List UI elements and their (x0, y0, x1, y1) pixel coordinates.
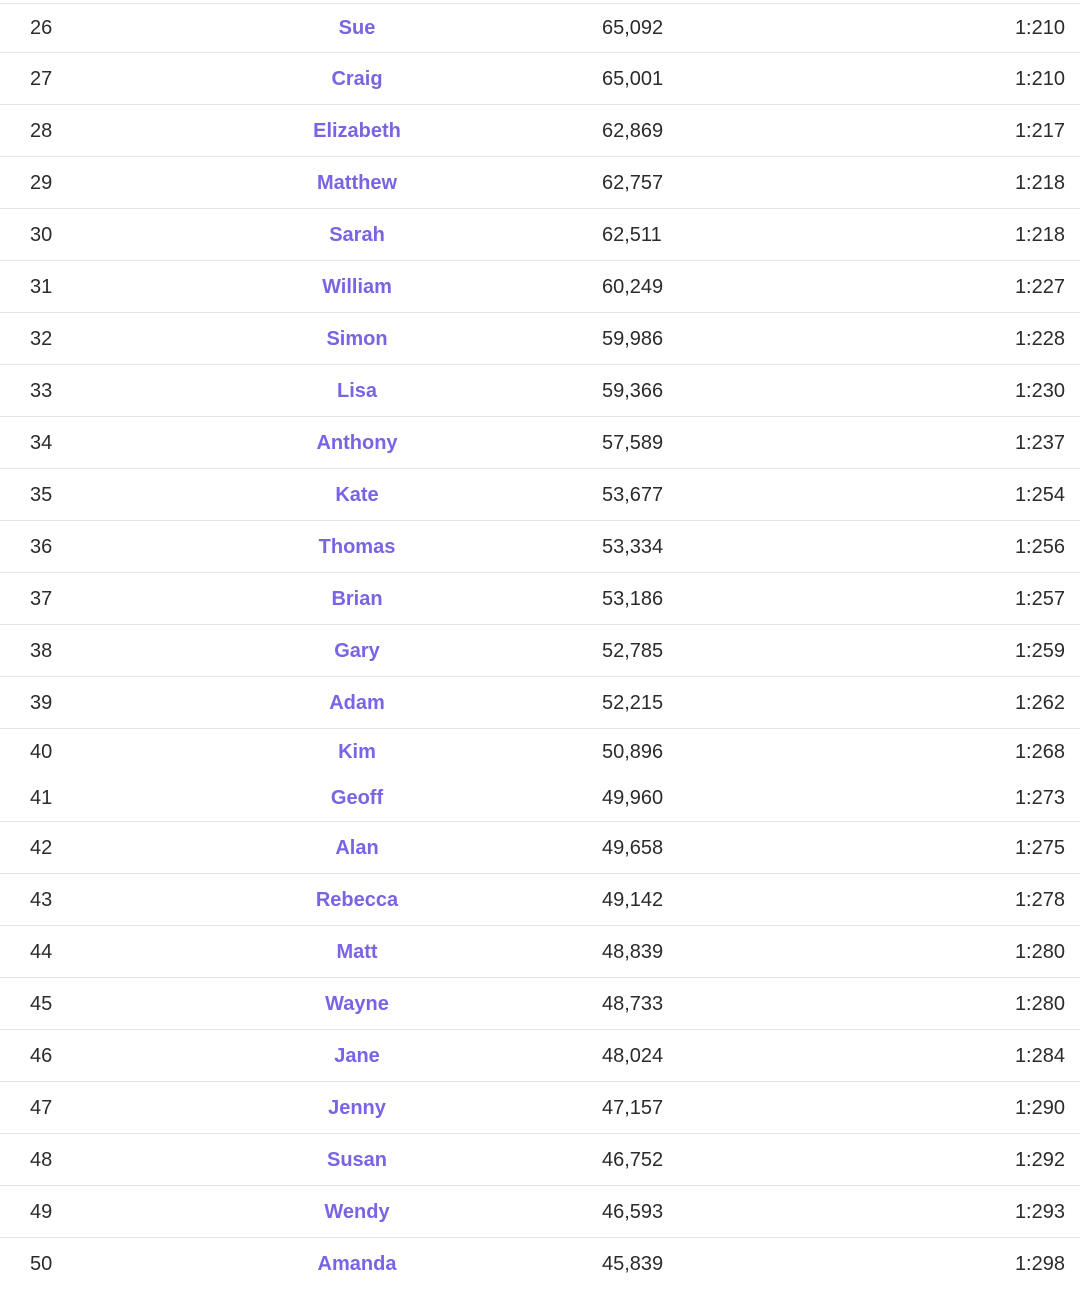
ratio-cell: 1:278 (1014, 888, 1065, 911)
name-link[interactable]: Adam (329, 691, 385, 714)
count-cell: 62,757 (602, 171, 664, 194)
count-cell: 49,960 (602, 787, 664, 809)
count-cell: 60,249 (602, 275, 664, 298)
table-row (0, 1082, 1080, 1134)
ratio-cell: 1:227 (1014, 275, 1065, 298)
table-row (0, 521, 1080, 573)
table-row (0, 822, 1080, 874)
name-link[interactable]: Geoff (330, 787, 384, 809)
rank-cell: 26 (30, 17, 53, 39)
rank-cell: 30 (30, 223, 53, 246)
name-link[interactable]: Lisa (336, 379, 378, 402)
rank-cell: 36 (30, 535, 53, 558)
name-link[interactable]: Craig (331, 67, 383, 90)
count-cell: 47,157 (602, 1096, 664, 1119)
name-link[interactable]: Kim (338, 741, 376, 763)
ratio-cell: 1:298 (1014, 1252, 1065, 1275)
name-link[interactable]: Simon (326, 327, 388, 350)
ratio-cell: 1:230 (1014, 379, 1065, 402)
rank-cell: 38 (30, 639, 53, 662)
table-row (0, 469, 1080, 521)
ratio-cell: 1:218 (1014, 171, 1065, 194)
ratio-cell: 1:268 (1014, 741, 1065, 763)
rank-cell: 39 (30, 691, 53, 714)
ratio-cell: 1:210 (1014, 17, 1065, 39)
table-row (0, 926, 1080, 978)
table-row (0, 313, 1080, 365)
ratio-cell: 1:237 (1014, 431, 1065, 454)
ratio-cell: 1:217 (1014, 119, 1065, 142)
count-cell: 53,186 (602, 587, 664, 610)
ratio-cell: 1:210 (1014, 67, 1065, 90)
name-link[interactable]: Gary (334, 639, 380, 662)
table-row (0, 874, 1080, 926)
name-link[interactable]: Thomas (318, 535, 396, 558)
rank-cell: 44 (30, 940, 53, 963)
count-cell: 48,733 (602, 992, 664, 1015)
count-cell: 65,001 (602, 67, 664, 90)
ratio-cell: 1:273 (1014, 787, 1065, 809)
count-cell: 45,839 (602, 1252, 664, 1275)
count-cell: 49,658 (602, 836, 664, 859)
name-link[interactable]: Susan (326, 1148, 388, 1171)
count-cell: 62,869 (602, 119, 664, 142)
name-link[interactable]: Amanda (317, 1252, 397, 1275)
name-link[interactable]: Sue (338, 17, 376, 39)
count-cell: 53,677 (602, 483, 664, 506)
name-link[interactable]: Jane (334, 1044, 380, 1067)
table-row (0, 1030, 1080, 1082)
rank-cell: 31 (30, 275, 53, 298)
table-row (0, 978, 1080, 1030)
table-row (0, 261, 1080, 313)
name-link[interactable]: Anthony (316, 431, 398, 454)
table-row (0, 4, 1080, 53)
table-row (0, 775, 1080, 822)
rank-cell: 42 (30, 836, 53, 859)
ratio-cell: 1:292 (1014, 1148, 1065, 1171)
name-link[interactable]: Elizabeth (313, 119, 401, 142)
count-cell: 59,986 (602, 327, 664, 350)
name-link[interactable]: Matthew (317, 171, 397, 194)
rank-cell: 28 (30, 119, 53, 142)
table-row (0, 53, 1080, 105)
ratio-cell: 1:254 (1014, 483, 1065, 506)
rank-cell: 32 (30, 327, 53, 350)
rank-cell: 40 (30, 741, 53, 763)
ratio-cell: 1:218 (1014, 223, 1065, 246)
rank-cell: 48 (30, 1148, 53, 1171)
table-row (0, 1186, 1080, 1238)
count-cell: 48,024 (602, 1044, 664, 1067)
name-link[interactable]: Alan (335, 836, 379, 859)
table-row (0, 105, 1080, 157)
ratio-cell: 1:280 (1014, 992, 1065, 1015)
ratio-cell: 1:293 (1014, 1200, 1065, 1223)
name-link[interactable]: Kate (335, 483, 379, 506)
ratio-cell: 1:257 (1014, 587, 1065, 610)
rank-cell: 37 (30, 587, 53, 610)
count-cell: 48,839 (602, 940, 664, 963)
count-cell: 53,334 (602, 535, 664, 558)
rank-cell: 27 (30, 67, 53, 90)
ratio-cell: 1:280 (1014, 940, 1065, 963)
ratio-cell: 1:275 (1014, 836, 1065, 859)
count-cell: 52,215 (602, 691, 664, 714)
name-link[interactable]: Wendy (324, 1200, 390, 1223)
count-cell: 52,785 (602, 639, 664, 662)
table-row (0, 1134, 1080, 1186)
name-link[interactable]: William (322, 275, 392, 298)
rank-cell: 29 (30, 171, 53, 194)
count-cell: 59,366 (602, 379, 664, 402)
ratio-cell: 1:259 (1014, 639, 1065, 662)
count-cell: 57,589 (602, 431, 664, 454)
table-row (0, 209, 1080, 261)
name-link[interactable]: Brian (331, 587, 383, 610)
rank-cell: 43 (30, 888, 53, 911)
count-cell: 46,752 (602, 1148, 664, 1171)
ratio-cell: 1:262 (1014, 691, 1065, 714)
rank-cell: 41 (30, 787, 53, 809)
table-row (0, 729, 1080, 775)
rank-cell: 35 (30, 483, 53, 506)
ratio-cell: 1:228 (1014, 327, 1065, 350)
name-link[interactable]: Sarah (329, 223, 385, 246)
name-link[interactable]: Wayne (325, 992, 389, 1015)
rank-cell: 33 (30, 379, 53, 402)
name-link[interactable]: Matt (336, 940, 378, 963)
table-row (0, 625, 1080, 677)
rank-cell: 46 (30, 1044, 53, 1067)
table-row (0, 677, 1080, 729)
count-cell: 46,593 (602, 1200, 664, 1223)
table-row (0, 365, 1080, 417)
count-cell: 49,142 (602, 888, 664, 911)
ratio-cell: 1:290 (1014, 1096, 1065, 1119)
table-row (0, 157, 1080, 209)
count-cell: 50,896 (602, 741, 664, 763)
count-cell: 65,092 (602, 17, 664, 39)
rank-cell: 50 (30, 1252, 53, 1275)
ratio-cell: 1:256 (1014, 535, 1065, 558)
table-row (0, 1238, 1080, 1289)
rank-cell: 47 (30, 1096, 53, 1119)
name-link[interactable]: Jenny (328, 1096, 386, 1119)
rank-cell: 45 (30, 992, 53, 1015)
count-cell: 62,511 (602, 223, 662, 246)
table-row (0, 417, 1080, 469)
ratio-cell: 1:284 (1014, 1044, 1065, 1067)
rank-cell: 49 (30, 1200, 53, 1223)
rank-cell: 34 (30, 431, 53, 454)
name-link[interactable]: Rebecca (315, 888, 399, 911)
table-row (0, 573, 1080, 625)
